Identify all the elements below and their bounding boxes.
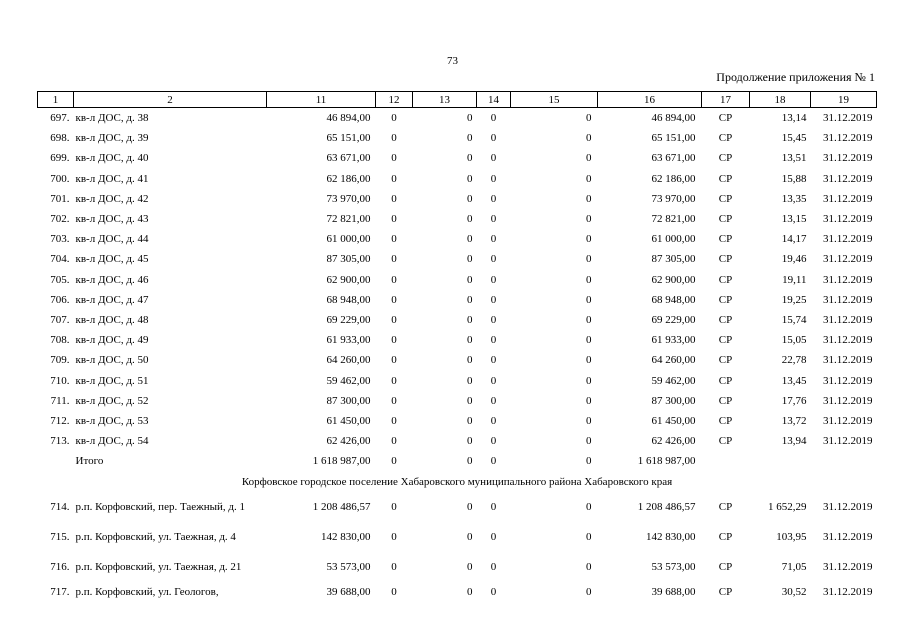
table-cell: СР [718, 132, 733, 145]
table-cell: кв-л ДОС, д. 45 [75, 253, 149, 266]
table-cell: 31.12.2019 [823, 293, 873, 306]
data-table [37, 91, 877, 603]
table-cell: 62 426,00 [651, 435, 696, 448]
table-cell: 0 [391, 313, 397, 326]
table-cell: 0 [467, 501, 473, 514]
table-cell: 0 [586, 132, 592, 145]
table-cell: 31.12.2019 [823, 192, 873, 205]
table-cell: СР [718, 414, 733, 427]
header-cell: 16 [598, 92, 702, 108]
table-row [38, 552, 877, 582]
table-cell: кв-л ДОС, д. 53 [75, 414, 149, 427]
table-cell: 0 [467, 354, 473, 367]
table-cell: кв-л ДОС, д. 51 [75, 374, 149, 387]
table-row [38, 148, 877, 168]
table-cell: 15,74 [781, 313, 807, 326]
table-cell: 0 [391, 394, 397, 407]
table-row [38, 229, 877, 249]
table-cell: 0 [490, 501, 497, 514]
table-row [38, 431, 877, 451]
table-cell: 39 688,00 [326, 586, 371, 599]
table-cell: 0 [467, 561, 473, 574]
table-cell: кв-л ДОС, д. 41 [75, 172, 149, 185]
table-cell: 0 [490, 253, 497, 266]
table-cell: 0 [391, 374, 397, 387]
table-cell [38, 451, 74, 471]
table-cell: 0 [490, 414, 497, 427]
table-cell: 0 [391, 112, 397, 125]
table-cell: 709. [50, 354, 70, 367]
table-cell: 0 [391, 531, 397, 544]
table-cell: 0 [490, 213, 497, 226]
table-cell: 0 [490, 354, 497, 367]
table-row [38, 370, 877, 390]
table-cell: 0 [467, 293, 473, 306]
table-row [38, 330, 877, 350]
table-cell: 31.12.2019 [823, 435, 873, 448]
page-number: 73 [447, 55, 458, 67]
table-cell: 0 [586, 313, 592, 326]
table-cell: 31.12.2019 [823, 112, 873, 125]
table-cell: 62 186,00 [651, 172, 696, 185]
table-cell: 1 208 486,57 [637, 501, 696, 514]
table-cell: Итого [75, 455, 104, 468]
table-cell: кв-л ДОС, д. 46 [75, 273, 149, 286]
table-cell: 0 [490, 293, 497, 306]
table-row [38, 411, 877, 431]
table-cell: 46 894,00 [326, 112, 371, 125]
table-cell: 0 [391, 354, 397, 367]
table-cell: 31.12.2019 [823, 394, 873, 407]
table-cell: 31.12.2019 [823, 273, 873, 286]
table-cell: кв-л ДОС, д. 40 [75, 152, 149, 165]
table-cell: 0 [490, 152, 497, 165]
table-cell: 0 [467, 172, 473, 185]
table-cell: 700. [50, 172, 70, 185]
header-cell: 13 [413, 92, 477, 108]
table-cell: 706. [50, 293, 70, 306]
table-cell: 0 [490, 561, 497, 574]
table-cell: кв-л ДОС, д. 47 [75, 293, 149, 306]
table-row [38, 189, 877, 209]
table-cell: 717. [50, 586, 70, 599]
table-row [38, 582, 877, 602]
table-row [38, 350, 877, 370]
table-cell: 142 830,00 [646, 531, 696, 544]
table-cell: 0 [586, 414, 592, 427]
table-row [38, 209, 877, 229]
table-cell: 1 618 987,00 [312, 455, 371, 468]
table-cell: 19,11 [782, 273, 807, 286]
table-row [38, 249, 877, 269]
table-cell: СР [718, 501, 733, 514]
header-cell: 14 [477, 92, 511, 108]
table-cell: 0 [586, 172, 592, 185]
table-cell: СР [718, 531, 733, 544]
table-cell: 0 [467, 586, 473, 599]
table-cell: кв-л ДОС, д. 42 [75, 192, 149, 205]
table-cell: 61 000,00 [651, 233, 696, 246]
table-cell: СР [718, 273, 733, 286]
appendix-note: Продолжение приложения № 1 [716, 70, 875, 84]
table-cell: 0 [490, 394, 497, 407]
table-cell: 0 [586, 233, 592, 246]
table-cell: 31.12.2019 [823, 586, 873, 599]
table-cell: 62 900,00 [651, 273, 696, 286]
table-cell: р.п. Корфовский, ул. Таежная, д. 21 [75, 561, 242, 574]
table-cell: 31.12.2019 [823, 414, 873, 427]
table-cell: 13,35 [781, 192, 807, 205]
table-cell: 0 [391, 501, 397, 514]
table-cell: 0 [586, 213, 592, 226]
table-cell: СР [718, 213, 733, 226]
table-cell: 0 [586, 354, 592, 367]
table-cell: 13,51 [781, 152, 807, 165]
table-cell: 0 [467, 531, 473, 544]
table-cell: 711. [50, 394, 70, 407]
table-cell: 715. [50, 531, 70, 544]
table-cell: 0 [467, 313, 473, 326]
table-cell: 62 900,00 [326, 273, 371, 286]
table-cell: 87 305,00 [651, 253, 696, 266]
table-cell: 0 [391, 233, 397, 246]
table-cell: 0 [391, 132, 397, 145]
table-cell: 0 [391, 586, 397, 599]
table-cell: 699. [50, 152, 70, 165]
table-cell: СР [718, 293, 733, 306]
table-cell: 0 [467, 435, 473, 448]
table-cell: 31.12.2019 [823, 501, 873, 514]
table-cell: 31.12.2019 [823, 152, 873, 165]
table-cell: кв-л ДОС, д. 49 [75, 334, 149, 347]
table-cell: 0 [391, 253, 397, 266]
table-cell: 22,78 [781, 354, 807, 367]
table-cell: 0 [467, 374, 473, 387]
table-cell: 87 305,00 [326, 253, 371, 266]
table-cell: 0 [490, 531, 497, 544]
table-cell: 0 [586, 334, 592, 347]
table-cell: 31.12.2019 [823, 374, 873, 387]
table-cell: 13,15 [781, 213, 807, 226]
header-cell: 15 [511, 92, 598, 108]
table-cell: 19,25 [781, 293, 807, 306]
table-cell: 65 151,00 [651, 132, 696, 145]
table-cell: 62 426,00 [326, 435, 371, 448]
table-cell: 0 [490, 586, 497, 599]
table-cell: 0 [586, 273, 592, 286]
table-cell: 0 [391, 414, 397, 427]
table-cell: 0 [467, 213, 473, 226]
table-cell: 0 [467, 192, 473, 205]
table-cell: 64 260,00 [651, 354, 696, 367]
table-cell: 0 [391, 192, 397, 205]
table-cell: 53 573,00 [326, 561, 371, 574]
table-cell: 61 933,00 [651, 334, 696, 347]
header-cell: 17 [702, 92, 750, 108]
table-cell: 0 [586, 501, 592, 514]
header-cell: 11 [267, 92, 376, 108]
table-cell: 68 948,00 [326, 293, 371, 306]
table-cell: 0 [391, 455, 397, 468]
table-cell: 69 229,00 [326, 313, 371, 326]
table-cell: 31.12.2019 [823, 313, 873, 326]
table-cell: 707. [50, 313, 70, 326]
table-cell: 0 [586, 253, 592, 266]
header-cell: 18 [750, 92, 811, 108]
table-cell: СР [718, 152, 733, 165]
table-cell: 61 450,00 [651, 414, 696, 427]
table-cell: 0 [490, 112, 497, 125]
table-cell [811, 451, 877, 471]
table-cell: 73 970,00 [326, 192, 371, 205]
table-cell: СР [718, 112, 733, 125]
table-cell: 0 [467, 334, 473, 347]
table-cell: СР [718, 233, 733, 246]
table-cell: 0 [467, 233, 473, 246]
table-cell: СР [718, 192, 733, 205]
table-cell: 142 830,00 [321, 531, 371, 544]
table-cell: 59 462,00 [326, 374, 371, 387]
table-cell: 31.12.2019 [823, 233, 873, 246]
table-cell: 31.12.2019 [823, 253, 873, 266]
table-cell: 0 [586, 394, 592, 407]
table-cell: 0 [391, 334, 397, 347]
table-cell: 31.12.2019 [823, 561, 873, 574]
table-cell: 71,05 [781, 561, 807, 574]
table-cell: 0 [490, 334, 497, 347]
table-cell: 19,46 [781, 253, 807, 266]
table-cell: 13,94 [781, 435, 807, 448]
table-cell: 1 652,29 [768, 501, 807, 514]
table-cell: 31.12.2019 [823, 213, 873, 226]
table-cell: СР [718, 172, 733, 185]
table-cell: 0 [490, 313, 497, 326]
table-cell: р.п. Корфовский, ул. Геологов, [75, 586, 219, 599]
table-cell: СР [718, 374, 733, 387]
table-cell: 53 573,00 [651, 561, 696, 574]
table-cell: 1 208 486,57 [312, 501, 371, 514]
table-cell: 0 [467, 152, 473, 165]
table-cell: 0 [467, 414, 473, 427]
table-row [38, 522, 877, 552]
table-cell: 87 300,00 [651, 394, 696, 407]
table-cell: 15,88 [781, 172, 807, 185]
table-cell: 0 [391, 561, 397, 574]
table-cell: 31.12.2019 [823, 531, 873, 544]
table-cell: 714. [50, 501, 70, 514]
table-cell: 64 260,00 [326, 354, 371, 367]
table-cell: р.п. Корфовский, ул. Таежная, д. 4 [75, 531, 236, 544]
table-cell: 712. [50, 414, 70, 427]
table-cell: СР [718, 313, 733, 326]
table-cell: 0 [586, 455, 592, 468]
header-cell: 19 [811, 92, 877, 108]
table-cell: 1 618 987,00 [637, 455, 696, 468]
section-title: Корфовское городское поселение Хабаровского муниципального района Хабаровского края [241, 475, 673, 488]
table-cell: СР [718, 435, 733, 448]
table-cell: 702. [50, 213, 70, 226]
table-row [38, 391, 877, 411]
table-cell [702, 451, 750, 471]
table-cell: 0 [586, 112, 592, 125]
table-cell: 17,76 [781, 394, 807, 407]
table-cell: 710. [50, 374, 70, 387]
table-cell: 0 [490, 435, 497, 448]
table-cell: 703. [50, 233, 70, 246]
table-cell: 73 970,00 [651, 192, 696, 205]
table-cell: кв-л ДОС, д. 50 [75, 354, 149, 367]
table-row [38, 108, 877, 129]
table-cell: 0 [490, 233, 497, 246]
table-cell: 0 [467, 112, 473, 125]
table-cell: 61 933,00 [326, 334, 371, 347]
table-cell: 697. [50, 112, 70, 125]
table-cell: 0 [490, 273, 497, 286]
table-cell: 13,45 [781, 374, 807, 387]
header-row [38, 92, 877, 108]
table-cell: 0 [586, 561, 592, 574]
table-cell: 0 [586, 586, 592, 599]
table-cell: 87 300,00 [326, 394, 371, 407]
table-cell: 0 [391, 293, 397, 306]
table-cell: 0 [467, 455, 473, 468]
table-cell: 31.12.2019 [823, 354, 873, 367]
table-cell: 0 [490, 455, 497, 468]
table-cell: кв-л ДОС, д. 38 [75, 112, 149, 125]
table-cell: кв-л ДОС, д. 52 [75, 394, 149, 407]
table-cell: кв-л ДОС, д. 39 [75, 132, 149, 145]
table-cell: 708. [50, 334, 70, 347]
table-cell: 0 [586, 192, 592, 205]
table-cell: СР [718, 253, 733, 266]
table-cell: 0 [586, 531, 592, 544]
table-cell: р.п. Корфовский, пер. Таежный, д. 1 [75, 501, 246, 514]
table-cell: 0 [391, 172, 397, 185]
header-cell: 1 [38, 92, 74, 108]
header-cell: 12 [376, 92, 413, 108]
total-row [38, 451, 877, 471]
table-cell: 716. [50, 561, 70, 574]
table-row [38, 270, 877, 290]
table-cell: 15,05 [781, 334, 807, 347]
header-cell: 2 [74, 92, 267, 108]
table-cell: СР [718, 394, 733, 407]
section-row [38, 471, 877, 492]
table-cell: 63 671,00 [326, 152, 371, 165]
table-cell: кв-л ДОС, д. 54 [75, 435, 149, 448]
table-cell: 0 [586, 435, 592, 448]
table-cell: 0 [586, 374, 592, 387]
table-cell: 31.12.2019 [823, 334, 873, 347]
table-cell: 0 [391, 152, 397, 165]
table-cell: 0 [391, 273, 397, 286]
table-cell: кв-л ДОС, д. 44 [75, 233, 149, 246]
table-cell: кв-л ДОС, д. 48 [75, 313, 149, 326]
table-cell: 15,45 [781, 132, 807, 145]
table-cell: СР [718, 354, 733, 367]
table-cell: 65 151,00 [326, 132, 371, 145]
table-cell: 31.12.2019 [823, 132, 873, 145]
table-cell: кв-л ДОС, д. 43 [75, 213, 149, 226]
table-cell: СР [718, 561, 733, 574]
table-cell: 0 [467, 253, 473, 266]
table-cell [750, 451, 811, 471]
table-cell: 0 [586, 293, 592, 306]
table-cell: 713. [50, 435, 70, 448]
table-cell: 72 821,00 [651, 213, 696, 226]
table-row [38, 290, 877, 310]
table-cell: 0 [490, 132, 497, 145]
table-cell: 30,52 [781, 586, 807, 599]
table-cell: 39 688,00 [651, 586, 696, 599]
table-cell: 0 [467, 273, 473, 286]
table-cell: СР [718, 334, 733, 347]
table-row [38, 492, 877, 522]
table-cell: 704. [50, 253, 70, 266]
table-cell: 13,14 [781, 112, 807, 125]
table-cell: 698. [50, 132, 70, 145]
table-row [38, 128, 877, 148]
table-cell: 103,95 [776, 531, 807, 544]
table-cell: 46 894,00 [651, 112, 696, 125]
table-cell: 705. [50, 273, 70, 286]
table-cell: 701. [50, 192, 70, 205]
table-cell: 59 462,00 [651, 374, 696, 387]
table-row [38, 310, 877, 330]
table-cell: 69 229,00 [651, 313, 696, 326]
table-cell: 62 186,00 [326, 172, 371, 185]
table-cell: 0 [467, 394, 473, 407]
table-row [38, 169, 877, 189]
table-cell: 0 [391, 435, 397, 448]
table-cell: 0 [391, 213, 397, 226]
table-cell: 0 [586, 152, 592, 165]
table-cell: 0 [490, 374, 497, 387]
table-cell: 72 821,00 [326, 213, 371, 226]
table-cell: СР [718, 586, 733, 599]
table-cell: 0 [490, 192, 497, 205]
table-cell: 63 671,00 [651, 152, 696, 165]
table-cell: 0 [467, 132, 473, 145]
table-cell: 14,17 [781, 233, 807, 246]
table-cell: 61 000,00 [326, 233, 371, 246]
table-cell: 13,72 [781, 414, 807, 427]
table-cell: 61 450,00 [326, 414, 371, 427]
table-cell: 68 948,00 [651, 293, 696, 306]
table-cell: 0 [490, 172, 497, 185]
table-cell: 31.12.2019 [823, 172, 873, 185]
